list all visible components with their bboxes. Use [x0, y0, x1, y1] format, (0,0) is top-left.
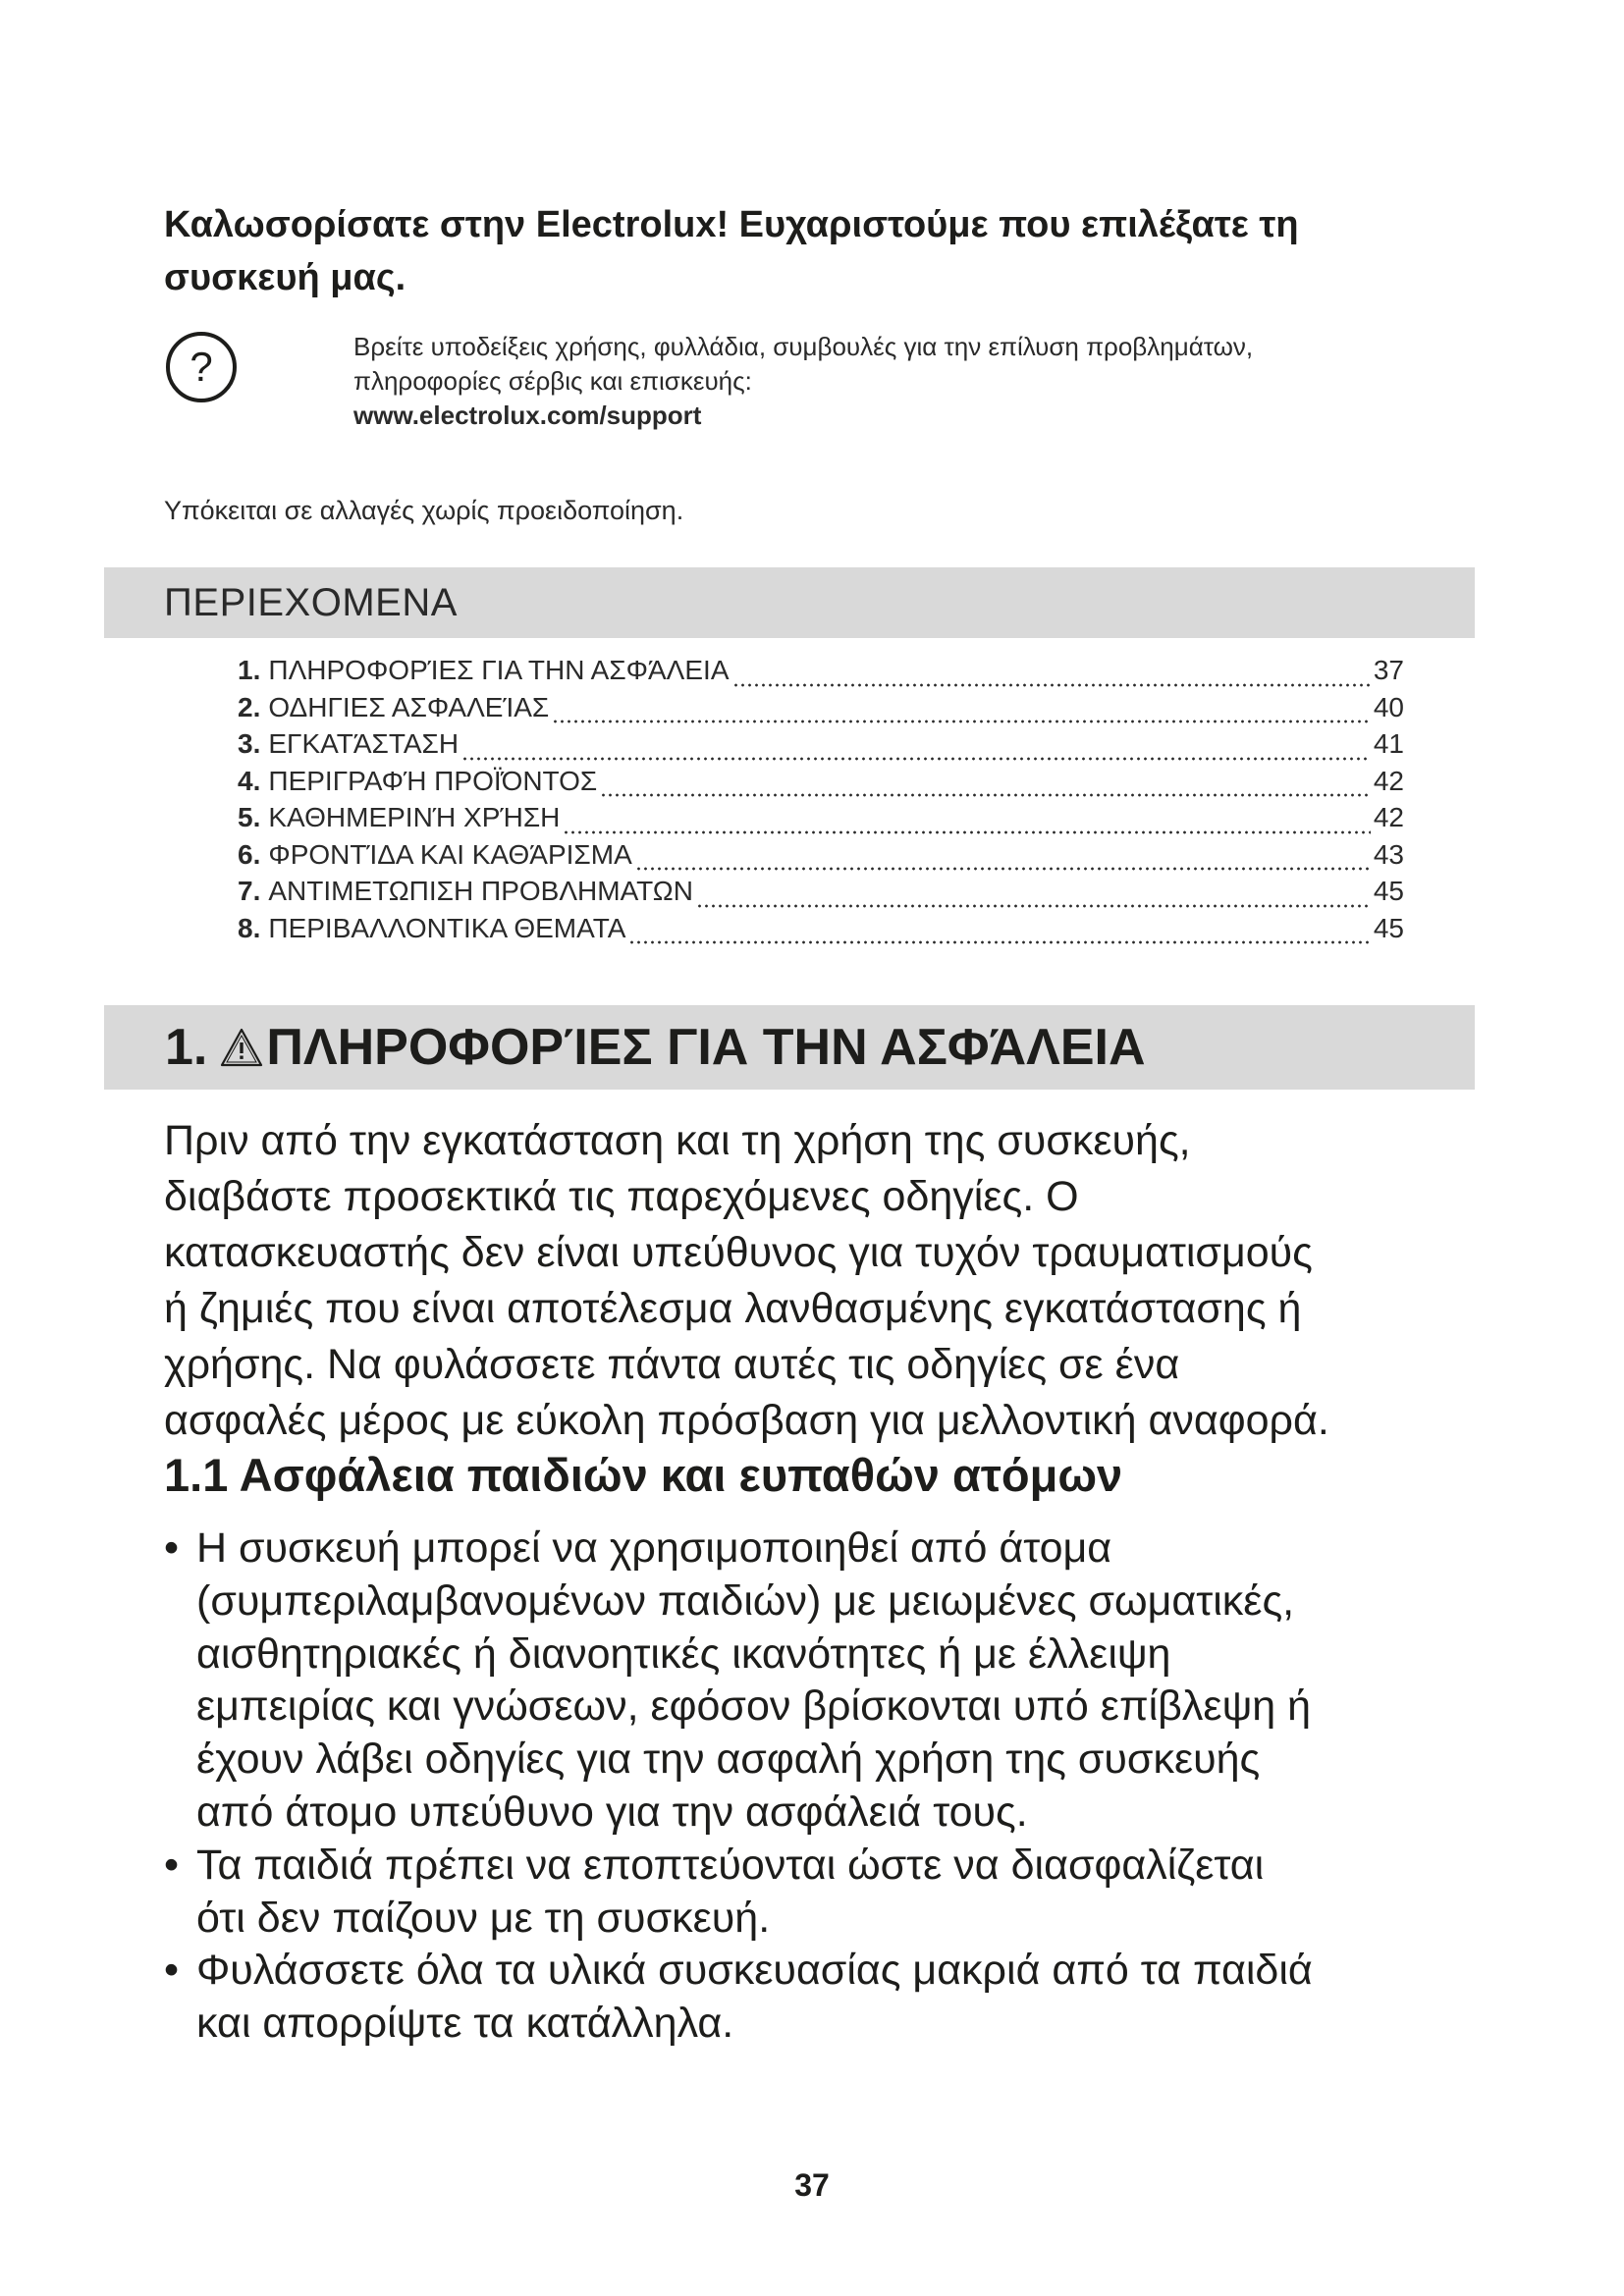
- toc-label: ΠΛΗΡΟΦΟΡΊΕΣ ΓΙΑ ΤΗΝ ΑΣΦΆΛΕΙΑ: [268, 655, 730, 685]
- toc-number: 7.: [238, 876, 261, 906]
- list-item: [164, 1522, 1480, 1840]
- subsection-title: 1.1 Ασφάλεια παιδιών και ευπαθών ατόμων: [164, 1449, 1123, 1501]
- warning-triangle-icon: [219, 1027, 264, 1068]
- list-item: [164, 1840, 1480, 1946]
- toc-label: ΚΑΘΗΜΕΡΙΝΉ ΧΡΉΣΗ: [268, 802, 561, 832]
- table-of-contents: [238, 652, 1404, 946]
- bullet-line: αισθητηριακές ή διανοητικές ικανότητες ή με έλλειψη: [196, 1629, 1171, 1678]
- toc-page-number: 42: [1373, 765, 1404, 796]
- toc-leader-dots: [563, 807, 1370, 836]
- bullet-line: ότι δεν παίζουν με τη συσκευή.: [196, 1894, 771, 1942]
- toc-leader-dots: [552, 696, 1371, 725]
- contents-title: ΠΕΡΙΕΧΟΜΕΝΑ: [164, 581, 458, 624]
- toc-number: 6.: [238, 838, 261, 870]
- toc-page-number: 45: [1373, 876, 1404, 906]
- page-number: 37: [794, 2167, 830, 2203]
- paragraph-line: ή ζημιές που είναι αποτέλεσμα λανθασμένης εγκατάστασης ή: [164, 1285, 1302, 1332]
- toc-label: ΟΔΗΓΙΕΣ ΑΣΦΑΛΕΊΑΣ: [268, 691, 550, 722]
- toc-label: ΑΝΤΙΜΕΤΩΠΙΣΗ ΠΡΟΒΛΗΜΑΤΩΝ: [268, 876, 693, 906]
- bullet-line: εμπειρίας και γνώσεων, εφόσον βρίσκονται υπό επίβλεψη ή: [196, 1682, 1312, 1731]
- toc-entry[interactable]: [238, 910, 1404, 947]
- toc-leader-dots: [600, 770, 1371, 799]
- paragraph-line: κατασκευαστής δεν είναι υπεύθυνος για τυχόν τραυματισμούς: [164, 1229, 1313, 1276]
- toc-leader-dots: [628, 917, 1370, 946]
- toc-label: ΠΕΡΙΒΑΛΛΟΝΤΙΚΑ ΘΕΜΑΤΑ: [268, 912, 626, 943]
- svg-text:?: ?: [189, 344, 213, 390]
- question-circle-icon: [164, 330, 239, 404]
- bullet-line: Η συσκευή μπορεί να χρησιμοποιηθεί από άτομα: [196, 1524, 1112, 1572]
- bullet-icon: •: [164, 1841, 180, 1889]
- section-title: ΠΛΗΡΟΦΟΡΊΕΣ ΓΙΑ ΤΗΝ ΑΣΦΆΛΕΙΑ: [266, 1019, 1146, 1076]
- toc-leader-dots: [461, 733, 1371, 763]
- toc-label: ΦΡΟΝΤΊΔΑ ΚΑΙ ΚΑΘΆΡΙΣΜΑ: [268, 838, 632, 870]
- paragraph-line: ασφαλές μέρος με εύκολη πρόσβαση για μελλοντική αναφορά.: [164, 1397, 1329, 1444]
- contents-header-bar: [104, 567, 1475, 638]
- toc-leader-dots: [635, 843, 1371, 873]
- support-info-line: Βρείτε υποδείξεις χρήσης, φυλλάδια, συμβουλές για την επίλυση προβλημάτων,: [353, 332, 1254, 361]
- bullet-icon: •: [164, 1947, 180, 1995]
- welcome-heading: Καλωσορίσατε στην Electrolux! Ευχαριστούμε που επιλέξατε τη συσκευή μας.: [164, 204, 1299, 298]
- support-url[interactable]: www.electrolux.com/support: [353, 400, 702, 430]
- toc-entry[interactable]: [238, 836, 1404, 874]
- bullet-line: Φυλάσσετε όλα τα υλικά συσκευασίας μακριά από τα παιδιά: [196, 1947, 1313, 1995]
- paragraph-line: Πριν από την εγκατάσταση και τη χρήση της συσκευής,: [164, 1117, 1191, 1164]
- section-header-bar: [104, 1005, 1475, 1090]
- bullet-line: και απορρίψτε τα κατάλληλα.: [196, 2000, 734, 2048]
- toc-number: 3.: [238, 728, 261, 759]
- toc-entry[interactable]: [238, 799, 1404, 836]
- paragraph-line: διαβάστε προσεκτικά τις παρεχόμενες οδηγίες. Ο: [164, 1173, 1079, 1220]
- toc-entry[interactable]: [238, 763, 1404, 800]
- toc-entry[interactable]: [238, 725, 1404, 763]
- toc-page-number: 43: [1373, 838, 1404, 870]
- toc-page-number: 37: [1373, 655, 1404, 685]
- toc-entry[interactable]: [238, 873, 1404, 910]
- toc-number: 2.: [238, 691, 261, 722]
- toc-leader-dots: [696, 881, 1371, 910]
- safety-intro-paragraph: [164, 1113, 1480, 1449]
- change-notice: Υπόκειται σε αλλαγές χωρίς προειδοποίηση.: [164, 496, 684, 525]
- bullet-line: από άτομο υπεύθυνο για την ασφάλειά τους.: [196, 1788, 1028, 1836]
- section-heading: [165, 1018, 1146, 1077]
- toc-label: ΕΓΚΑΤΆΣΤΑΣΗ: [268, 728, 460, 759]
- toc-leader-dots: [732, 660, 1371, 689]
- toc-page-number: 42: [1373, 802, 1404, 832]
- section-number: 1.: [165, 1019, 208, 1076]
- toc-number: 8.: [238, 912, 261, 943]
- toc-page-number: 40: [1373, 691, 1404, 722]
- bullet-icon: •: [164, 1524, 180, 1572]
- toc-number: 4.: [238, 765, 261, 796]
- bullet-line: έχουν λάβει οδηγίες για την ασφαλή χρήση της συσκευής: [196, 1735, 1261, 1784]
- toc-page-number: 45: [1373, 912, 1404, 943]
- child-safety-list: [164, 1522, 1480, 2051]
- toc-label: ΠΕΡΙΓΡΑΦΉ ΠΡΟΪΌΝΤΟΣ: [268, 765, 598, 796]
- toc-number: 5.: [238, 802, 261, 832]
- support-info: [353, 330, 1434, 433]
- paragraph-line: χρήσης. Να φυλάσσετε πάντα αυτές τις οδηγίες σε ένα: [164, 1341, 1180, 1388]
- bullet-line: Τα παιδιά πρέπει να εποπτεύονται ώστε να διασφαλίζεται: [196, 1841, 1265, 1889]
- bullet-line: (συμπεριλαμβανομένων παιδιών) με μειωμένες σωματικές,: [196, 1576, 1295, 1625]
- toc-entry[interactable]: [238, 689, 1404, 726]
- toc-entry[interactable]: [238, 652, 1404, 689]
- list-item: [164, 1945, 1480, 2051]
- toc-page-number: 41: [1373, 728, 1404, 759]
- toc-number: 1.: [238, 655, 261, 685]
- support-info-line: πληροφορίες σέρβις και επισκευής:: [353, 366, 752, 396]
